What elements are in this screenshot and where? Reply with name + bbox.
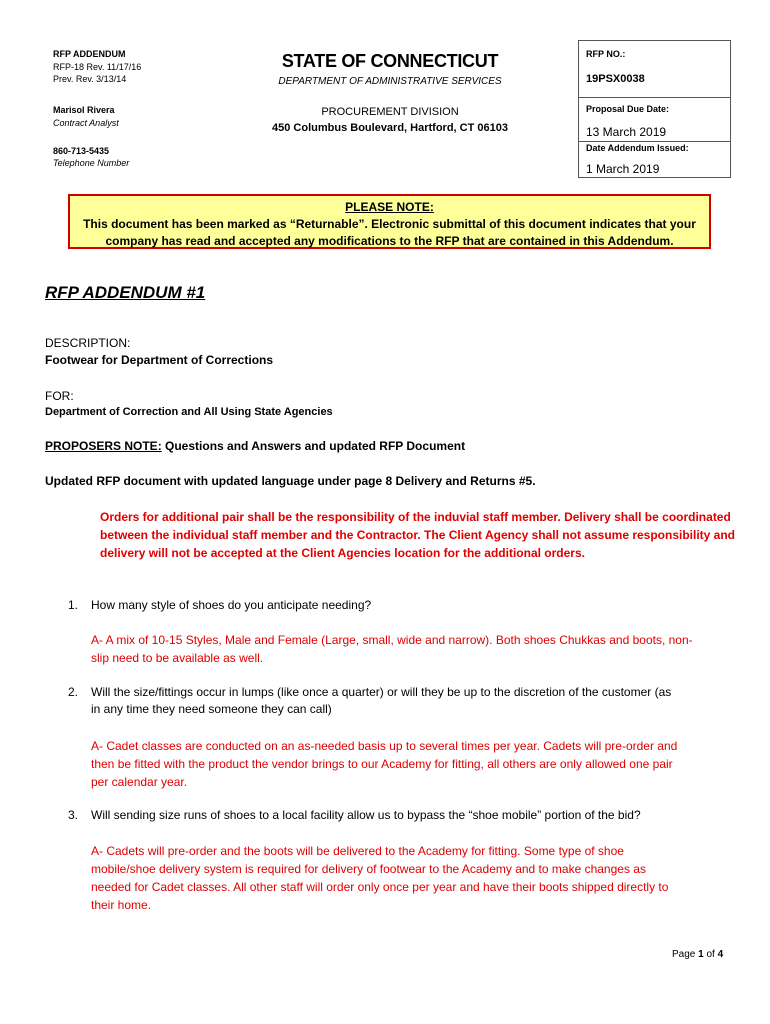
text-line: their home. (91, 898, 152, 912)
description-value: Footwear for Department of Corrections (45, 353, 274, 367)
text-line: Orders for additional pair shall be the responsibility of the induvial staff member. Delivery shall be coordinated (100, 510, 731, 524)
text-line: A- A mix of 10-15 Styles, Male and Female (Large, small, wide and narrow). Both shoes Chukkas and boots, non- (91, 633, 693, 647)
phone-label: Telephone Number (53, 158, 130, 168)
question-number: 2. (68, 685, 79, 699)
for-label: FOR: (45, 389, 74, 403)
note-line: This document has been marked as “Returnable”. Electronic submittal of this document indicates that your (83, 217, 696, 231)
note-line: company has read and accepted any modifications to the RFP that are contained in this Addendum. (105, 234, 674, 248)
text-line: A- Cadets will pre-order and the boots will be delivered to the Academy for fitting. Some type of shoe (91, 844, 624, 858)
revision: RFP-18 Rev. 11/17/16 (53, 62, 142, 72)
proposers-note-text: Questions and Answers and updated RFP Document (161, 439, 466, 453)
previous-revision: Prev. Rev. 3/13/14 (53, 74, 127, 84)
rfp-number: 19PSX0038 (586, 73, 645, 85)
division-address: 450 Columbus Boulevard, Hartford, CT 06103 (272, 122, 508, 134)
addendum-label: RFP ADDENDUM (53, 49, 126, 59)
text-line: needed for Cadet classes. All other staff will order only once per year and have their boots shipped directly to (91, 880, 669, 894)
department-name: DEPARTMENT OF ADMINISTRATIVE SERVICES (278, 76, 502, 87)
due-date-label: Proposal Due Date: (586, 104, 670, 114)
issued-date: 1 March 2019 (586, 162, 660, 176)
text-line: between the individual staff member and the Contractor. The Client Agency shall not assume responsibility and (100, 528, 736, 542)
page-word: Page (672, 949, 699, 960)
text-line: mobile/shoe delivery system is required for delivery of footwear to the Academy and to make changes as (91, 862, 646, 876)
description-label: DESCRIPTION: (45, 336, 131, 350)
proposers-note (45, 439, 465, 453)
text-line: delivery will not be accepted at the Client Agencies location for the additional orders. (100, 546, 585, 560)
updated-rfp-line: Updated RFP document with updated language under page 8 Delivery and Returns #5. (45, 474, 536, 488)
analyst-name: Marisol Rivera (53, 105, 115, 115)
question-text (91, 597, 371, 614)
text-line: Will sending size runs of shoes to a local facility allow us to bypass the “shoe mobile” portion of the bid? (91, 808, 641, 822)
page-number: 1 (698, 949, 704, 960)
phone-number: 860-713-5435 (53, 146, 110, 156)
state-title: STATE OF CONNECTICUT (281, 51, 499, 71)
due-date: 13 March 2019 (586, 125, 667, 139)
division-name: PROCUREMENT DIVISION (321, 106, 459, 118)
divider (579, 97, 730, 98)
text-line: per calendar year. (91, 775, 188, 789)
rfp-number-label: RFP NO.: (586, 49, 626, 59)
text-line: A- Cadet classes are conducted on an as-needed basis up to several times per year. Cadets will pre-order and (91, 739, 678, 753)
updated-language-block (100, 508, 735, 562)
analyst-title: Contract Analyst (53, 118, 119, 128)
issued-date-label: Date Addendum Issued: (586, 143, 689, 153)
note-title: PLEASE NOTE: (345, 200, 434, 214)
question-text (91, 684, 671, 718)
text-line: How many style of shoes do you anticipate needing? (91, 598, 372, 612)
answer-text (91, 737, 677, 791)
question-number: 3. (68, 808, 79, 822)
question-number: 1. (68, 598, 79, 612)
page-footer (672, 949, 723, 960)
text-line: then be fitted with the product the vendor brings to our Academy for fitting, all others are only allowed one pair (91, 757, 673, 771)
for-value: Department of Correction and All Using State Agencies (45, 406, 333, 418)
of-word: of (703, 949, 718, 960)
addendum-title: RFP ADDENDUM #1 (45, 283, 206, 302)
page-total: 4 (717, 949, 724, 960)
text-line: slip need to be available as well. (91, 651, 264, 665)
rfp-info-box (578, 40, 731, 178)
divider (579, 141, 730, 142)
text-line: in any time they need someone they can call) (91, 702, 332, 716)
answer-text (91, 842, 668, 914)
answer-text (91, 631, 693, 667)
question-text (91, 807, 641, 824)
please-note-box (68, 194, 711, 249)
text-line: Will the size/fittings occur in lumps (like once a quarter) or will they be up to the discretion of the customer (as (91, 685, 672, 699)
proposers-note-label: PROPOSERS NOTE: (45, 439, 162, 453)
